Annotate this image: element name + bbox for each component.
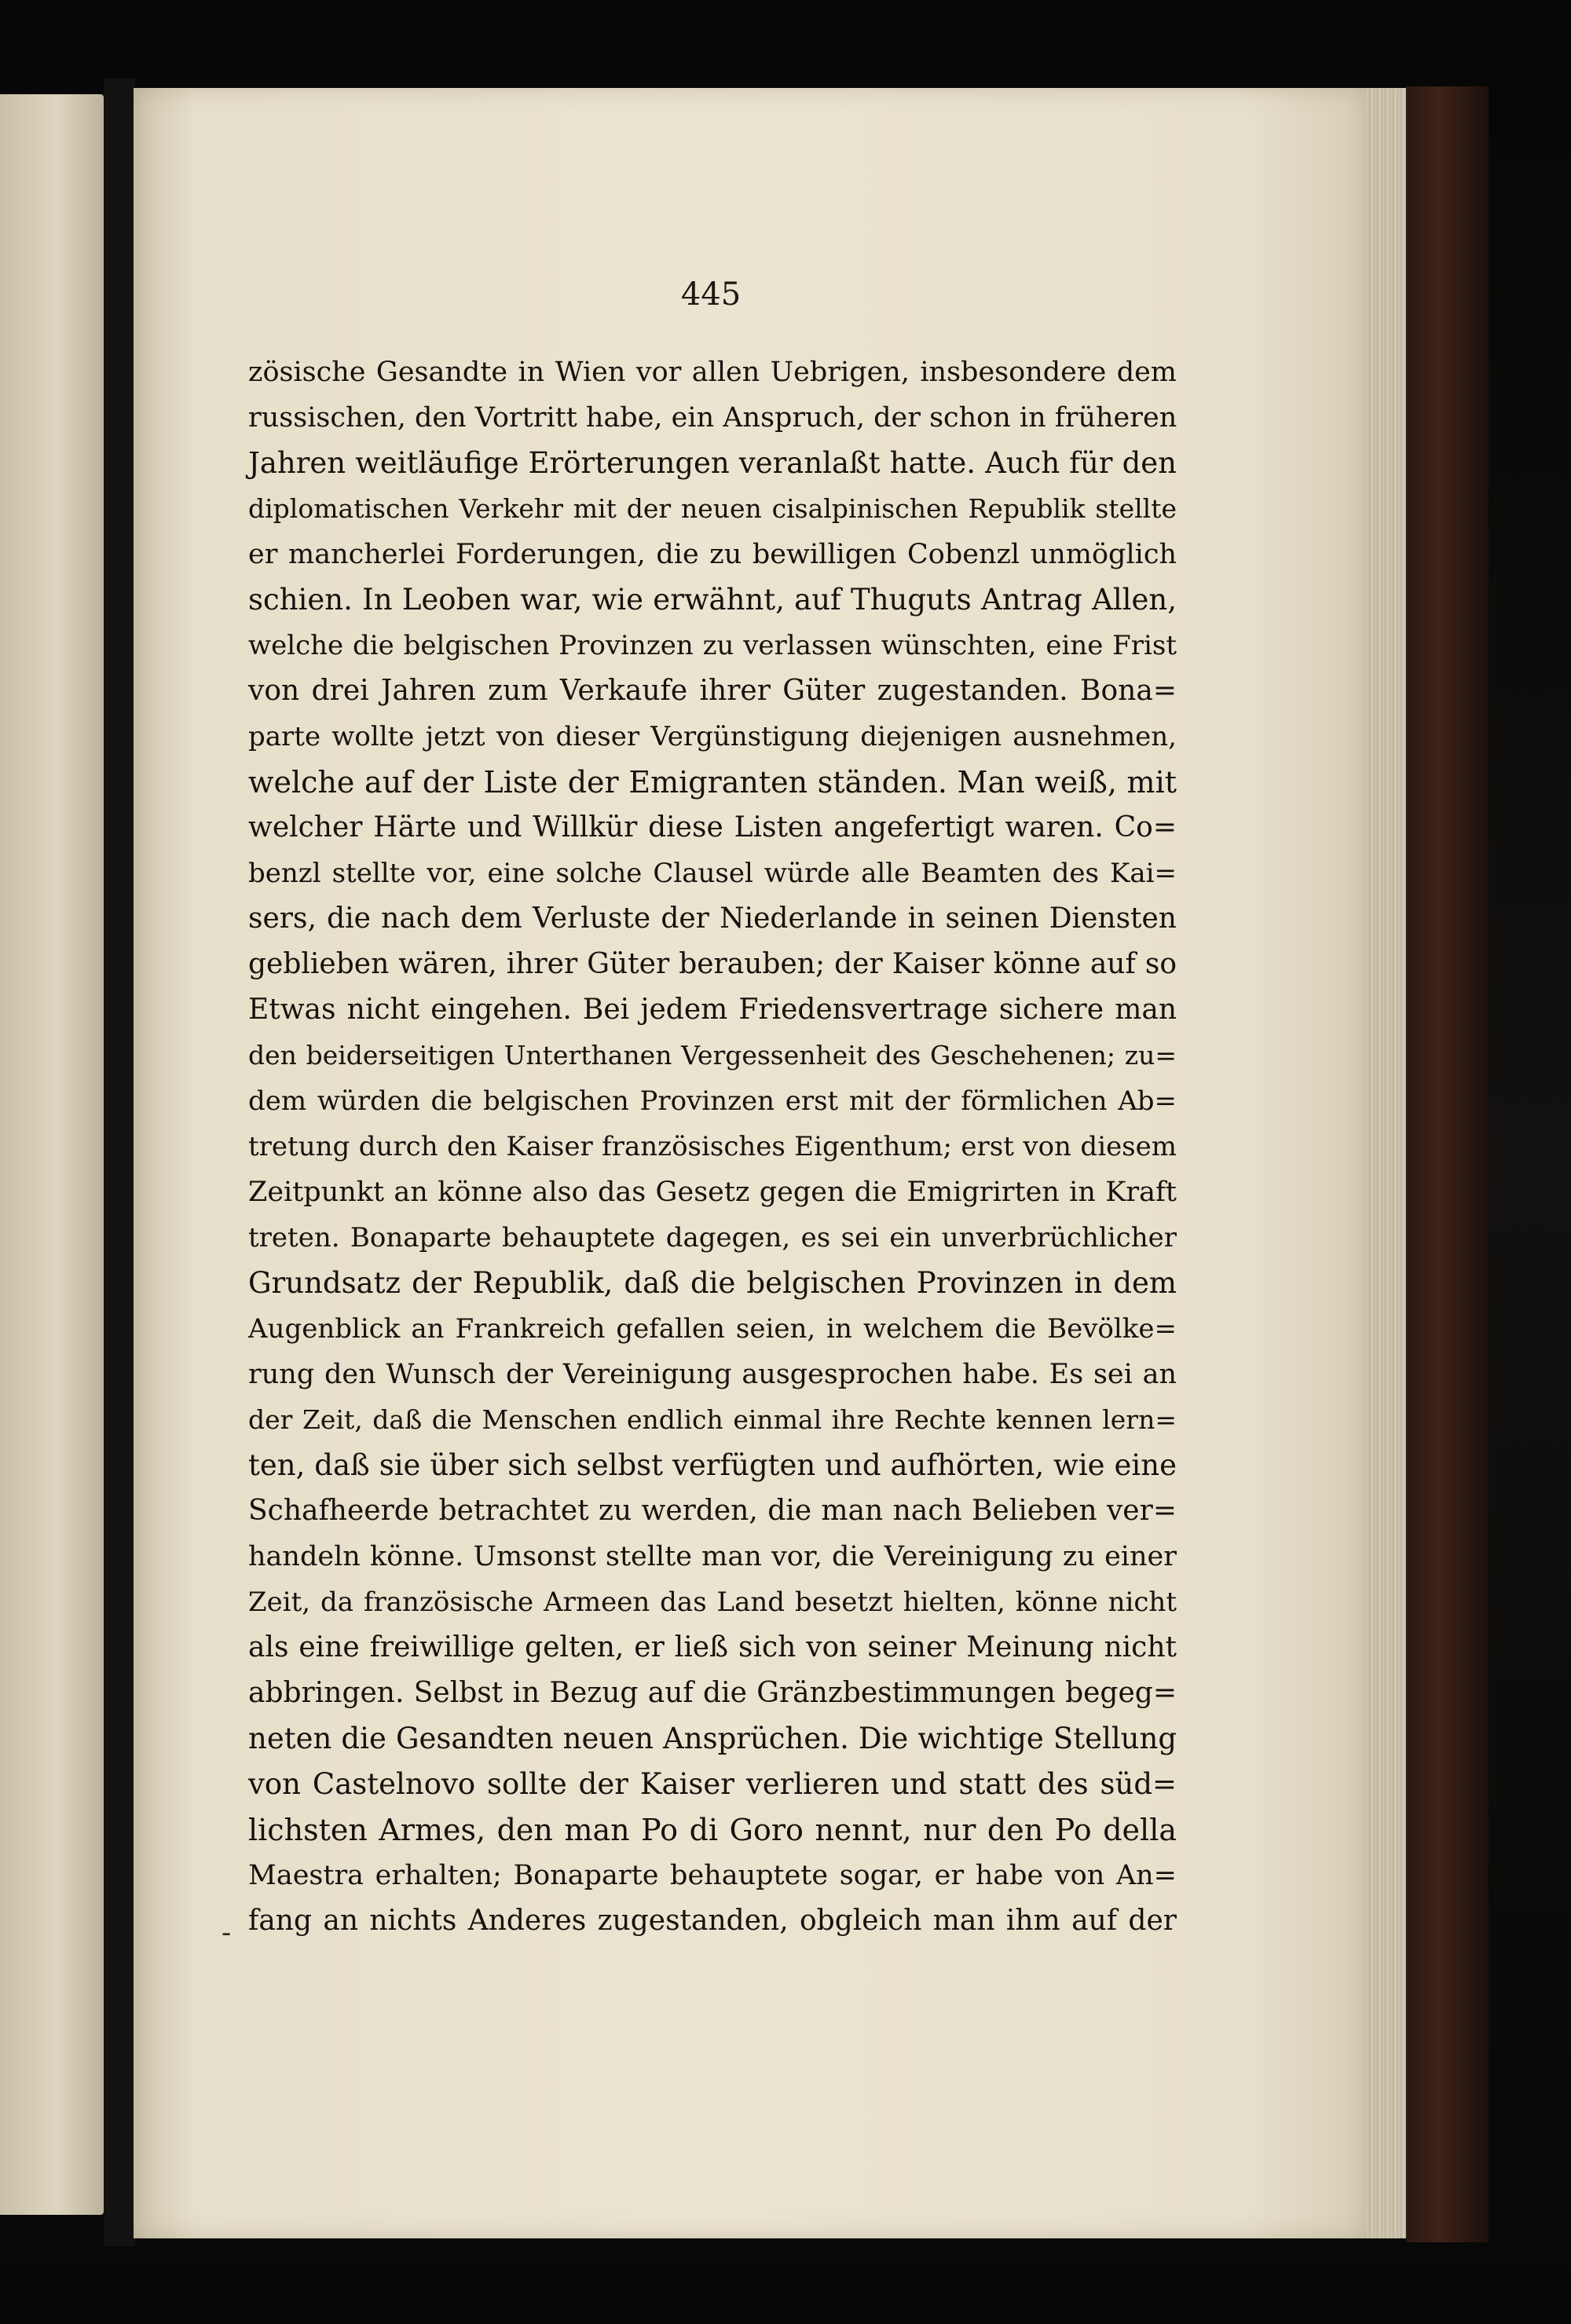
text-line: sers, die nach dem Verluste der Niederlande in seinen Diensten	[248, 902, 1177, 935]
text-line: abbringen. Selbst in Bezug auf die Gränzbestimmungen begeg=	[248, 1677, 1177, 1709]
text-line: benzl stellte vor, eine solche Clausel würde alle Beamten des Kai=	[248, 858, 1177, 889]
text-line: Zeitpunkt an könne also das Gesetz gegen die Emigrirten in Kraft	[248, 1177, 1177, 1208]
text-line: lichsten Armes, den man Po di Goro nennt, nur den Po della	[248, 1813, 1177, 1847]
book-gutter	[104, 79, 135, 2246]
text-line: Jahren weitläufige Erörterungen veranlaßt hatte. Auch für den	[248, 446, 1177, 480]
text-line: Maestra erhalten; Bonaparte behauptete sogar, er habe von An=	[248, 1860, 1177, 1891]
text-line: welche auf der Liste der Emigranten ständen. Man weiß, mit	[248, 765, 1177, 800]
text-line: Etwas nicht eingehen. Bei jedem Friedensvertrage sichere man	[248, 994, 1177, 1026]
text-line: Augenblick an Frankreich gefallen seien, in welchem die Bevölke=	[248, 1313, 1177, 1345]
text-line: als eine freiwillige gelten, er ließ sich von seiner Meinung nicht	[248, 1631, 1177, 1663]
text-line: fang an nichts Anderes zugestanden, obgleich man ihm auf der	[248, 1905, 1177, 1937]
text-line: Schafheerde betrachtet zu werden, die man nach Belieben ver=	[248, 1495, 1177, 1527]
body-text	[248, 350, 1177, 1944]
text-line: welche die belgischen Provinzen zu verlassen wünschten, eine Frist	[248, 630, 1177, 661]
text-line: handeln könne. Umsonst stellte man vor, die Vereinigung zu einer	[248, 1541, 1177, 1572]
book-cover-edge	[1406, 86, 1489, 2242]
text-line: Zeit, da französische Armeen das Land besetzt hielten, könne nicht	[248, 1587, 1177, 1618]
text-line: er mancherlei Forderungen, die zu bewilligen Cobenzl unmöglich	[248, 539, 1177, 570]
text-line: Grundsatz der Republik, daß die belgischen Provinzen in dem	[248, 1266, 1177, 1300]
text-line: der Zeit, daß die Menschen endlich einmal ihre Rechte kennen lern=	[248, 1404, 1177, 1435]
previous-page-edge	[0, 94, 104, 2215]
text-line: von Castelnovo sollte der Kaiser verlieren und statt des süd=	[248, 1767, 1177, 1801]
text-line: treten. Bonaparte behauptete dagegen, es sei ein unverbrüchlicher	[248, 1222, 1177, 1253]
text-line: geblieben wären, ihrer Güter berauben; der Kaiser könne auf so	[248, 948, 1177, 980]
text-line: rung den Wunsch der Vereinigung ausgesprochen habe. Es sei an	[248, 1359, 1177, 1390]
text-line: neten die Gesandten neuen Ansprüchen. Die wichtige Stellung	[248, 1722, 1177, 1755]
page-number: 445	[680, 276, 742, 313]
text-line: welcher Härte und Willkür diese Listen angefertigt waren. Co=	[248, 811, 1177, 844]
text-line: von drei Jahren zum Verkaufe ihrer Güter zugestanden. Bona=	[248, 675, 1177, 707]
text-line: den beiderseitigen Unterthanen Vergessenheit des Geschehenen; zu=	[248, 1040, 1177, 1071]
page-stack-edge	[1367, 88, 1406, 2238]
margin-dash-mark: -	[222, 1917, 232, 1949]
text-line: dem würden die belgischen Provinzen erst mit der förmlichen Ab=	[248, 1085, 1177, 1117]
text-line: schien. In Leoben war, wie erwähnt, auf Thuguts Antrag Allen,	[248, 583, 1177, 617]
text-line: zösische Gesandte in Wien vor allen Uebrigen, insbesondere dem	[248, 357, 1177, 388]
text-line: diplomatischen Verkehr mit der neuen cisalpinischen Republik stellte	[248, 493, 1177, 524]
text-line: tretung durch den Kaiser französisches Eigenthum; erst von diesem	[248, 1131, 1177, 1162]
text-line: ten, daß sie über sich selbst verfügten und aufhörten, wie eine	[248, 1448, 1177, 1482]
text-line: russischen, den Vortritt habe, ein Anspruch, der schon in früheren	[248, 402, 1177, 434]
text-line: parte wollte jetzt von dieser Vergünstigung diejenigen ausnehmen,	[248, 721, 1177, 752]
